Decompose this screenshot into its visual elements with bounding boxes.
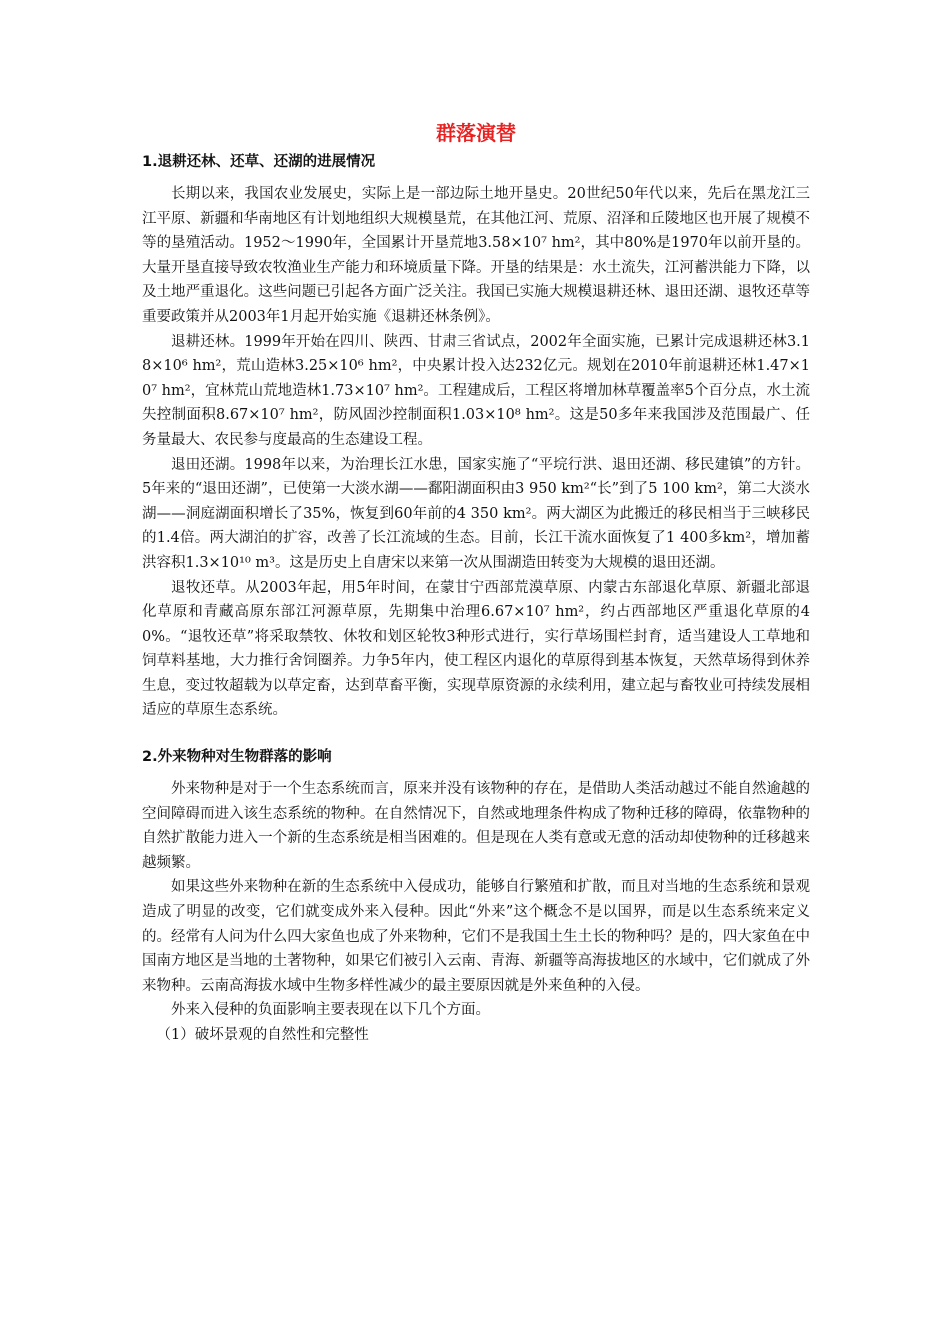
section-2-paragraph: 如果这些外来物种在新的生态系统中入侵成功，能够自行繁殖和扩散，而且对当地的生态系统和景观造成了明显的改变，它们就变成外来入侵种。因此“外来”这个概念不是以国界，而是以生态系统来定义的。经常有人问为什么四大家鱼也成了外来物种，它们不是我国土生土长的物种吗？是的，四大家鱼在中国南方地区是当地的土著物种，如果它们被引入云南、青海、新疆等高海拔地区的水域中，它们就成了外来物种。云南高海拔水域中生物多样性减少的最主要原因就是外来鱼种的入侵。 [142,879,810,994]
section-1-paragraph: 退耕还林。1999年开始在四川、陕西、甘肃三省试点，2002年全面实施，已累计完成退耕还林3.18×10⁶ hm²，荒山造林3.25×10⁶ hm²，中央累计投入达232亿元。规划在2010年前退耕还林1.47×10⁷ hm²，宜林荒山荒地造林1.73×10⁷ hm²。工程建成后，工程区将增加林草覆盖率5个百分点，水土流失控制面积8.67×10⁷ hm²，防风固沙控制面积1.03×10⁸ hm²。这是50多年来我国涉及范围最广、任务量最大、农民参与度最高的生态建设工程。 [142,333,810,448]
section-2-subitem: （1）破坏景观的自然性和完整性 [156,1027,369,1043]
section-1-paragraph: 退牧还草。从2003年起，用5年时间，在蒙甘宁西部荒漠草原、内蒙古东部退化草原、新疆北部退化草原和青藏高原东部江河源草原，先期集中治理6.67×10⁷ hm²，约占西部地区严重退化草原的40%。“退牧还草”将采取禁牧、休牧和划区轮牧3种形式进行，实行草场围栏封育，适当建设人工草地和饲草料基地，大力推行舍饲圈养。力争5年内，使工程区内退化的草原得到基本恢复，天然草场得到休养生息，变过牧超载为以草定畜，达到草畜平衡，实现草原资源的永续利用，建立起与畜牧业可持续发展相适应的草原生态系统。 [142,579,810,719]
document-page [142,118,810,1048]
section-1-paragraph: 长期以来，我国农业发展史，实际上是一部边际土地开垦史。20世纪50年代以来，先后在黑龙江三江平原、新疆和华南地区有计划地组织大规模垦荒，在其他江河、荒原、沼泽和丘陵地区也开展了规模不等的垦殖活动。1952～1990年，全国累计开垦荒地3.58×10⁷ hm²，其中80%是1970年以前开垦的。大量开垦直接导致农牧渔业生产能力和环境质量下降。开垦的结果是：水土流失，江河蓄洪能力下降，以及土地严重退化。这些问题已引起各方面广泛关注。我国已实施大规模退耕还林、退田还湖、退牧还草等重要政策并从2003年1月起开始实施《退耕还林条例》。 [142,186,810,325]
section-2-paragraph: 外来入侵种的负面影响主要表现在以下几个方面。 [171,1002,490,1019]
section-2-paragraph: 外来物种是对于一个生态系统而言，原来并没有该物种的存在，是借助人类活动越过不能自然逾越的空间障碍而进入该生态系统的物种。在自然情况下，自然或地理条件构成了物种迁移的障碍，依靠物种的自然扩散能力进入一个新的生态系统是相当困难的。但是现在人类有意或无意的活动却使物种的迁移越来越频繁。 [142,781,810,871]
section-1-heading: 1.退耕还林、还草、还湖的进展情况 [142,154,376,170]
section-1-paragraph: 退田还湖。1998年以来，为治理长江水患，国家实施了“平垸行洪、退田还湖、移民建镇”的方针。5年来的“退田还湖”，已使第一大淡水湖——鄱阳湖面积由3 950 km²“长”到了5 100 km²，第二大淡水湖——洞庭湖面积增长了35%，恢复到60年前的4 350 km²。两大湖区为此搬迁的移民相当于三峡移民的1.4倍。两大湖泊的扩容，改善了长江流域的生态。目前，长江干流水面恢复了1 400多km²，增加蓄洪容积1.3×10¹⁰ m³。这是历史上自唐宋以来第一次从围湖造田转变为大规模的退田还湖。 [142,456,810,571]
document-title: 群落演替 [436,121,516,145]
section-2-heading: 2.外来物种对生物群落的影响 [142,749,332,766]
